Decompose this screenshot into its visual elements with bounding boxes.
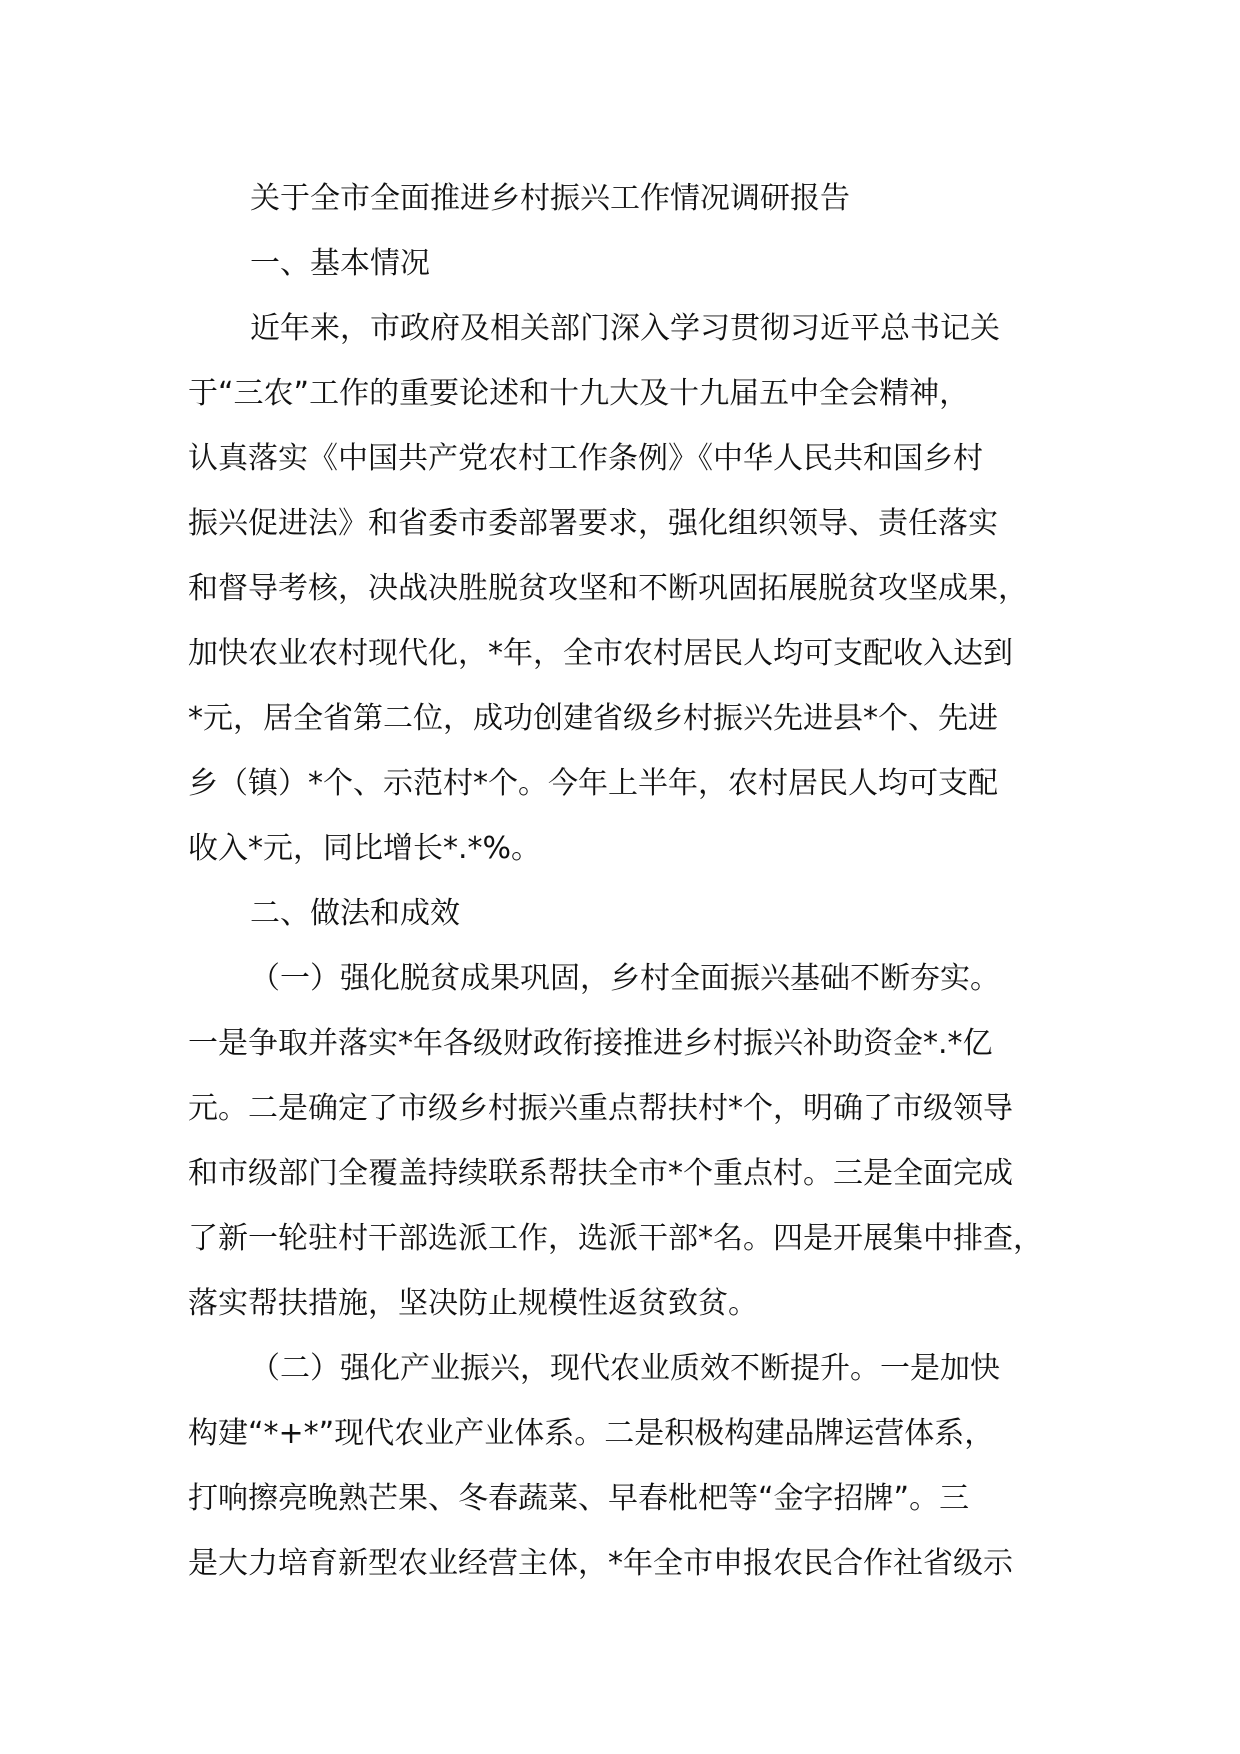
subsection-heading-poverty-consolidation: （一）强化脱贫成果巩固，乡村全面振兴基础不断夯实。 [250, 961, 1000, 996]
document-title: 关于全市全面推进乡村振兴工作情况调研报告 [250, 181, 850, 216]
paragraph-line: 落实帮扶措施，坚决防止规模性返贫致贫。 [188, 1286, 758, 1321]
paragraph-line: 乡（镇）*个、示范村*个。今年上半年，农村居民人均可支配 [188, 766, 998, 801]
paragraph-line: 加快农业农村现代化，*年，全市农村居民人均可支配收入达到 [188, 636, 1013, 671]
paragraph-line: *元，居全省第二位，成功创建省级乡村振兴先进县*个、先进 [188, 701, 998, 736]
section-heading-methods-results: 二、做法和成效 [250, 896, 460, 931]
paragraph-line: 于“三农”工作的重要论述和十九大及十九届五中全会精神， [188, 376, 970, 411]
paragraph-line: 近年来，市政府及相关部门深入学习贯彻习近平总书记关 [250, 311, 1000, 346]
paragraph-line: 一是争取并落实*年各级财政衔接推进乡村振兴补助资金*.*亿 [188, 1026, 993, 1061]
paragraph-line: 构建“*+*”现代农业产业体系。二是积极构建品牌运营体系， [188, 1416, 995, 1451]
section-heading-basic-situation: 一、基本情况 [250, 246, 430, 281]
document-body [188, 166, 1088, 1596]
paragraph-line: 收入*元，同比增长*.*%。 [188, 831, 542, 866]
paragraph-line: 元。二是确定了市级乡村振兴重点帮扶村*个，明确了市级领导 [188, 1091, 1013, 1126]
paragraph-line: 是大力培育新型农业经营主体，*年全市申报农民合作社省级示 [188, 1546, 1013, 1581]
subsection-heading-industry-revitalization: （二）强化产业振兴，现代农业质效不断提升。一是加快 [250, 1351, 1000, 1386]
paragraph-line: 和督导考核，决战决胜脱贫攻坚和不断巩固拓展脱贫攻坚成果， [188, 571, 1028, 606]
paragraph-line: 打响擦亮晚熟芒果、冬春蔬菜、早春枇杷等“金字招牌”。三 [188, 1481, 970, 1516]
paragraph-line: 和市级部门全覆盖持续联系帮扶全市*个重点村。三是全面完成 [188, 1156, 1013, 1191]
paragraph-line: 了新一轮驻村干部选派工作，选派干部*名。四是开展集中排查， [188, 1221, 1043, 1256]
paragraph-line: 振兴促进法》和省委市委部署要求，强化组织领导、责任落实 [188, 506, 998, 541]
paragraph-line: 认真落实《中国共产党农村工作条例》《中华人民共和国乡村 [188, 441, 983, 476]
